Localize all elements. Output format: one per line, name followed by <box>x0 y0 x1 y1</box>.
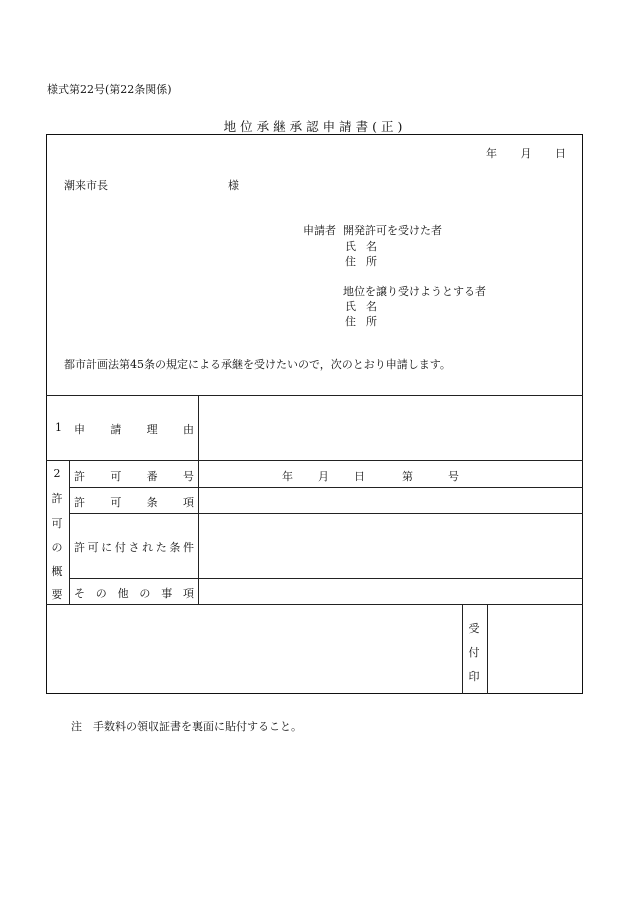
permit-month-label: 月 <box>318 470 329 483</box>
stamp-box-right-border <box>487 604 488 694</box>
form-id: 様式第22号(第22条関係) <box>47 83 172 96</box>
successor-name-label: 氏 名 <box>345 300 377 313</box>
reason-label: 申 請 理 由 <box>74 423 194 436</box>
document-title: 地位承継承認申請書(正) <box>223 119 407 134</box>
successor-heading: 地位を譲り受けようとする者 <box>343 285 486 298</box>
row-number-1: 1 <box>55 421 62 434</box>
permit-section-label-char-2: 可 <box>51 517 63 530</box>
permit-section-column-divider <box>69 460 70 604</box>
reception-stamp-char-3: 印 <box>468 670 480 683</box>
addressee: 潮来市長 <box>64 179 108 192</box>
table-bottom-border <box>46 604 583 605</box>
reception-stamp-char-2: 付 <box>468 646 480 659</box>
original-holder-name-label: 氏 名 <box>345 240 377 253</box>
fee-receipt-note: 注 手数料の領収証書を裏面に貼付すること。 <box>71 720 302 733</box>
reception-stamp-char-1: 受 <box>468 622 480 635</box>
application-date <box>486 145 566 161</box>
permit-section-label-char-5: 要 <box>51 588 63 601</box>
row-divider-permit-number <box>69 487 583 488</box>
row-divider-reason <box>46 460 583 461</box>
other-items-label: そ の 他 の 事 項 <box>74 587 194 600</box>
permit-section-label-char-1: 許 <box>51 492 63 505</box>
permit-conditions-label: 許 可 に 付 さ れ た 条 件 <box>74 541 194 554</box>
applicant-label: 申請者 <box>303 224 336 237</box>
permit-day-label: 日 <box>354 470 365 483</box>
original-holder-heading: 開発許可を受けた者 <box>343 224 442 237</box>
date-year-label: 年 <box>486 147 497 160</box>
application-statement: 都市計画法第45条の規定による承継を受けたいので，次のとおり申請します。 <box>64 358 451 371</box>
row-divider-conditions <box>69 578 583 579</box>
addressee-honorific: 様 <box>228 179 239 192</box>
permit-go-label: 号 <box>448 470 459 483</box>
permit-section-label-char-3: の <box>51 541 63 554</box>
date-day-label: 日 <box>555 147 566 160</box>
permit-items-label: 許 可 条 項 <box>74 496 194 509</box>
permit-dai-label: 第 <box>402 470 413 483</box>
successor-address-label: 住 所 <box>345 315 377 328</box>
permit-number-label: 許 可 番 号 <box>74 470 194 483</box>
date-month-label: 月 <box>520 147 532 160</box>
row-number-2: 2 <box>53 467 61 480</box>
permit-year-label: 年 <box>282 470 293 483</box>
permit-section-label-char-4: 概 <box>51 565 63 578</box>
application-form-frame <box>46 134 583 694</box>
table-top-border <box>46 395 583 396</box>
label-column-divider <box>198 395 199 604</box>
row-divider-permit-items <box>69 513 583 514</box>
original-holder-address-label: 住 所 <box>345 255 377 268</box>
